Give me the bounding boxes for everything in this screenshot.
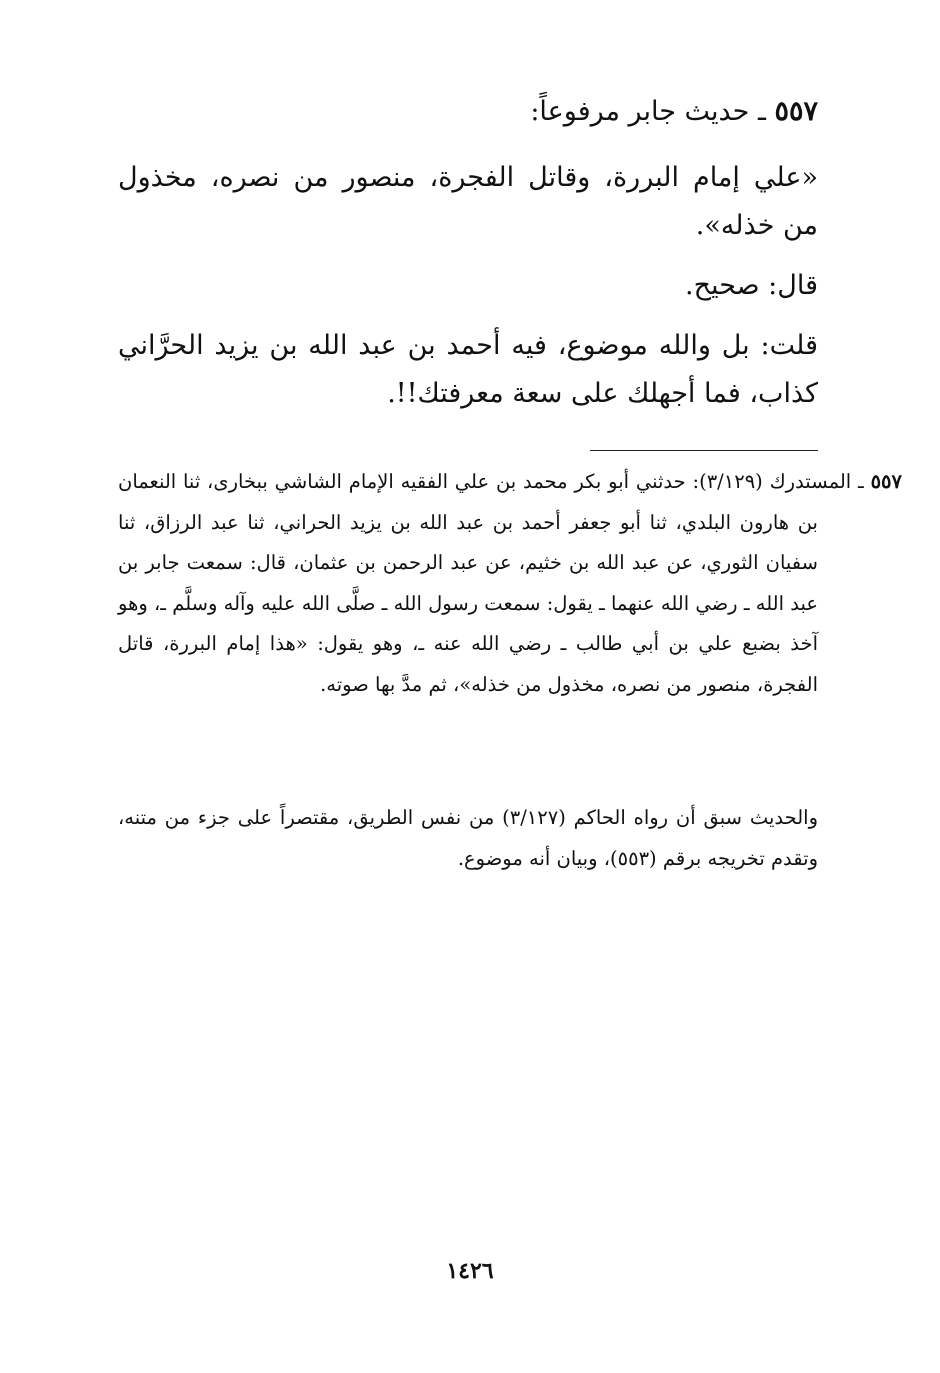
footnote-separator xyxy=(590,450,818,451)
dhahabi-comment: قلت: بل والله موضوع، فيه أحمد بن عبد الله بن يزيد الحرَّاني كذاب، فما أجهلك على سعة معرفتك!!. xyxy=(118,330,818,409)
hakim-verdict: قال: صحيح. xyxy=(685,270,818,301)
hadith-text: «علي إمام البررة، وقاتل الفجرة، منصور من نصره، مخذول من خذله». xyxy=(118,162,818,241)
page-number: ١٤٢٦ xyxy=(446,1258,494,1284)
hadith-number: ٥٥٧ xyxy=(774,96,818,127)
footnote-text: المستدرك (٣/١٢٩): حدثني أبو بكر محمد بن علي الفقيه الإمام الشاشي ببخارى، ثنا النعمان بن هارون البلدي، ثنا أبو جعفر أحمد بن عبد الله بن يزيد الحراني، ثنا عبد الرزاق، ثنا سفيان الثوري، عن عبد الله بن خثيم، عن عبد الرحمن بن عثمان، قال: سمعت جابر بن عبد الله ـ رضي الله عنهما ـ يقول: سمعت رسول الله ـ صلَّى الله عليه وآله وسلَّم ـ، وهو آخذ بضبع علي بن أبي طالب ـ رضي الله عنه ـ، وهو يقول: «هذا إمام البررة، قاتل الفجرة، منصور من نصره، مخذول من خذله»، ثم مدَّ بها صوته. xyxy=(118,470,852,696)
footnote-dash: ـ xyxy=(858,470,864,493)
hadith-heading xyxy=(118,88,818,136)
hadith-dash: ـ xyxy=(757,96,766,127)
footnote-paragraph xyxy=(118,462,902,705)
hadith-title: حديث جابر مرفوعاً: xyxy=(530,96,750,127)
footnote-number: ٥٥٧ xyxy=(870,470,902,493)
footnote-paragraph-2: والحديث سبق أن رواه الحاكم (٣/١٢٧) من نفس الطريق، مقتصراً على جزء من متنه، وتقدم تخريجه برقم (٥٥٣)، وبيان أنه موضوع. xyxy=(118,806,818,870)
